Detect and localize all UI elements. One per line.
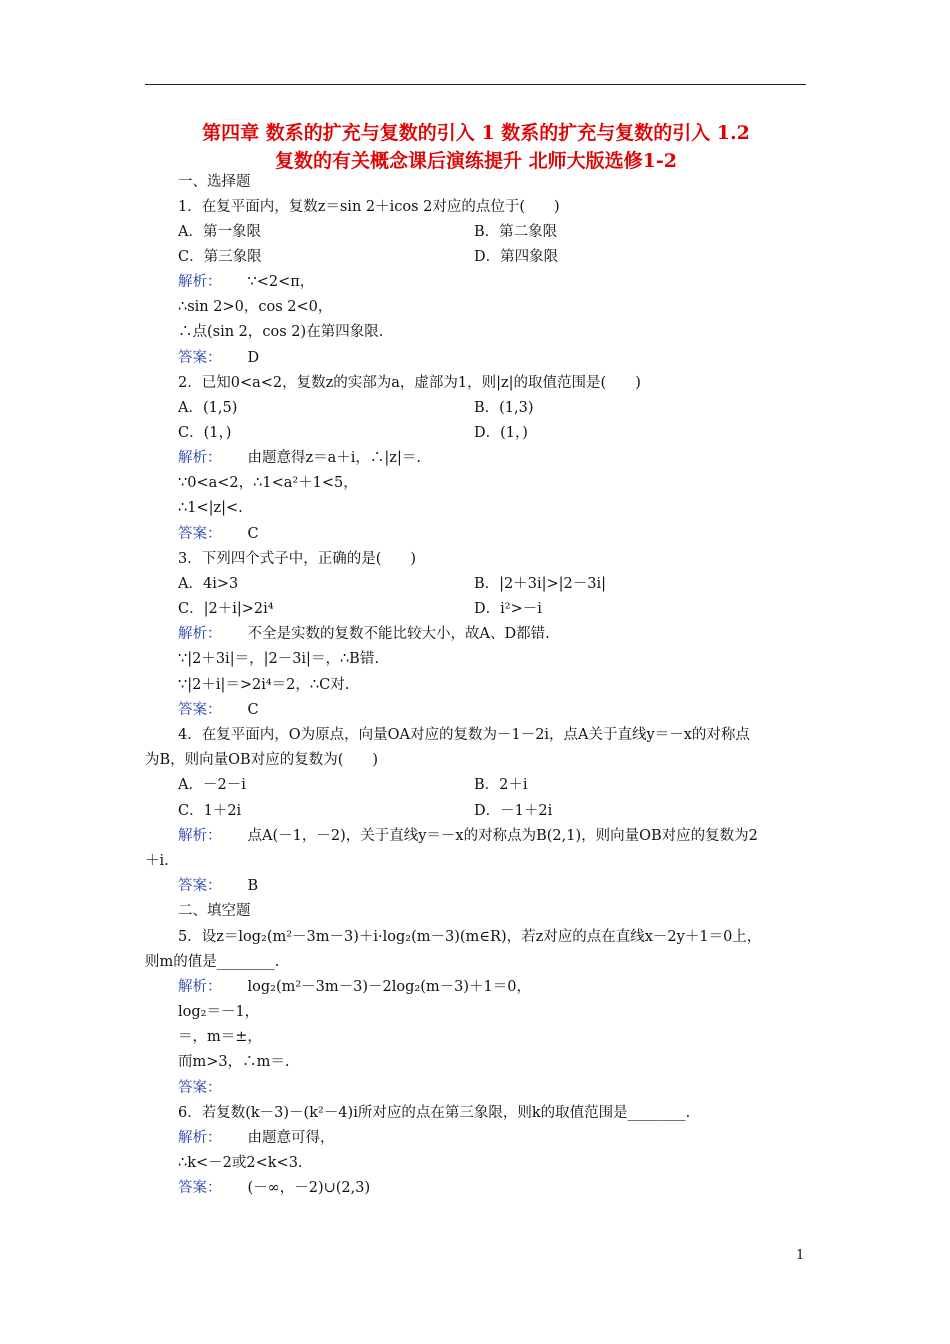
- q1-option-d: D．第四象限: [474, 249, 559, 265]
- q3-option-d: D．i²>－i: [474, 601, 542, 617]
- analysis-label: 解析：: [178, 450, 222, 466]
- q5-answer: [178, 1078, 248, 1098]
- q1-option-c: C．第三象限: [178, 249, 262, 265]
- q3-sol-2: ∵|2＋3i|＝，|2－3i|＝，∴B错.: [178, 651, 379, 667]
- q4-sol-1: 点A(－1，－2)，关于直线y＝－x的对称点为B(2,1)，则向量OB对应的复数为2: [247, 828, 758, 844]
- q3-option-a: A．4i>3: [178, 576, 239, 592]
- answer-label: 答案：: [178, 350, 222, 366]
- q4-answer: [178, 876, 258, 896]
- q2-sol-2: ∵0<a<2，∴1<a²＋1<5，: [178, 475, 358, 491]
- header-rule: [145, 84, 806, 85]
- q1-sol-2: ∴sin 2>0，cos 2<0，: [178, 299, 333, 315]
- answer-label: 答案：: [178, 1080, 222, 1096]
- q1-answer-value: D: [247, 350, 260, 366]
- page-number: 1: [796, 1248, 805, 1263]
- analysis-label: 解析：: [178, 274, 222, 290]
- q6-answer: [178, 1178, 370, 1198]
- q4-option-c: C．1＋2i: [178, 803, 242, 819]
- q2-sol-3: ∴1<|z|<.: [178, 500, 243, 516]
- section-heading-choice: 一、选择题: [178, 174, 251, 190]
- q3-answer: [178, 700, 259, 720]
- title-line-2: 复数的有关概念课后演练提升 北师大版选修1-2: [275, 150, 677, 172]
- analysis-label: 解析：: [178, 828, 222, 844]
- q4-analysis: [178, 826, 758, 846]
- q4-stem-1: 4．在复平面内，O为原点，向量OA对应的复数为－1－2i，点A关于直线y＝－x的对称点: [178, 727, 750, 743]
- q6-answer-value: (－∞，－2)∪(2,3): [247, 1180, 371, 1196]
- q6-stem: 6．若复数(k－3)－(k²－4)i所对应的点在第三象限，则k的取值范围是________.: [178, 1105, 691, 1121]
- answer-label: 答案：: [178, 702, 222, 718]
- q2-option-a: A．(1,5): [178, 400, 238, 416]
- q3-option-c: C．|2＋i|>2i⁴: [178, 601, 274, 617]
- q5-stem-2: 则m的值是________.: [145, 954, 280, 970]
- q3-stem: 3．下列四个式子中，正确的是( ): [178, 551, 417, 567]
- q1-option-a: A．第一象限: [178, 224, 261, 240]
- q3-sol-3: ∵|2＋i|＝>2i⁴＝2，∴C对.: [178, 677, 350, 693]
- answer-label: 答案：: [178, 526, 222, 542]
- q4-option-b: B．2＋i: [474, 777, 528, 793]
- analysis-label: 解析：: [178, 626, 222, 642]
- q6-sol-1: 由题意可得，: [247, 1130, 335, 1146]
- q1-answer: [178, 348, 259, 368]
- q2-option-d: D．(1，): [474, 425, 528, 441]
- q1-option-b: B．第二象限: [474, 224, 558, 240]
- q2-option-b: B．(1,3): [474, 400, 534, 416]
- q2-answer-value: C: [247, 526, 259, 542]
- q6-sol-2: ∴k<－2或2<k<3.: [178, 1155, 303, 1171]
- q1-stem: 1．在复平面内，复数z＝sin 2＋icos 2对应的点位于( ): [178, 199, 560, 215]
- q5-analysis: [178, 977, 531, 997]
- q5-sol-2: log₂＝－1，: [178, 1004, 260, 1020]
- answer-label: 答案：: [178, 1180, 222, 1196]
- q4-option-a: A．－2－i: [178, 777, 246, 793]
- q1-sol-3: ∴点(sin 2，cos 2)在第四象限.: [178, 324, 384, 340]
- q2-sol-1: 由题意得z＝a＋i，∴|z|＝.: [247, 450, 421, 466]
- q2-option-c: C．(1，): [178, 425, 232, 441]
- q4-stem-2: 为B，则向量OB对应的复数为( ): [145, 752, 379, 768]
- document-title: [140, 119, 812, 175]
- q4-answer-value: B: [247, 878, 259, 894]
- q3-option-b: B．|2＋3i|>|2－3i|: [474, 576, 607, 592]
- q1-analysis: [178, 272, 314, 292]
- title-line-1: 第四章 数系的扩充与复数的引入 1 数系的扩充与复数的引入 1.2: [202, 122, 750, 144]
- q1-sol-1: ∵<2<π，: [247, 274, 315, 290]
- q2-stem: 2．已知0<a<2，复数z的实部为a，虚部为1，则|z|的取值范围是( ): [178, 375, 641, 391]
- q3-analysis: [178, 624, 550, 644]
- analysis-label: 解析：: [178, 1130, 222, 1146]
- q5-sol-3: ＝，m＝±，: [178, 1029, 262, 1045]
- q2-analysis: [178, 448, 421, 468]
- analysis-label: 解析：: [178, 979, 222, 995]
- q4-option-d: D．－1＋2i: [474, 803, 553, 819]
- q4-sol-2: ＋i.: [145, 853, 169, 869]
- q3-answer-value: C: [247, 702, 259, 718]
- q2-answer: [178, 524, 259, 544]
- q5-sol-1: log₂(m²－3m－3)－2log₂(m－3)＋1＝0，: [247, 979, 531, 995]
- q5-stem-1: 5．设z＝log₂(m²－3m－3)＋i·log₂(m－3)(m∈R)，若z对应的点在直线x－2y＋1＝0上，: [178, 929, 762, 945]
- q6-analysis: [178, 1128, 335, 1148]
- section-heading-fill: 二、填空题: [178, 903, 251, 919]
- q3-sol-1: 不全是实数的复数不能比较大小，故A、D都错.: [247, 626, 550, 642]
- answer-label: 答案：: [178, 878, 222, 894]
- q5-sol-4: 而m>3，∴m＝.: [178, 1054, 290, 1070]
